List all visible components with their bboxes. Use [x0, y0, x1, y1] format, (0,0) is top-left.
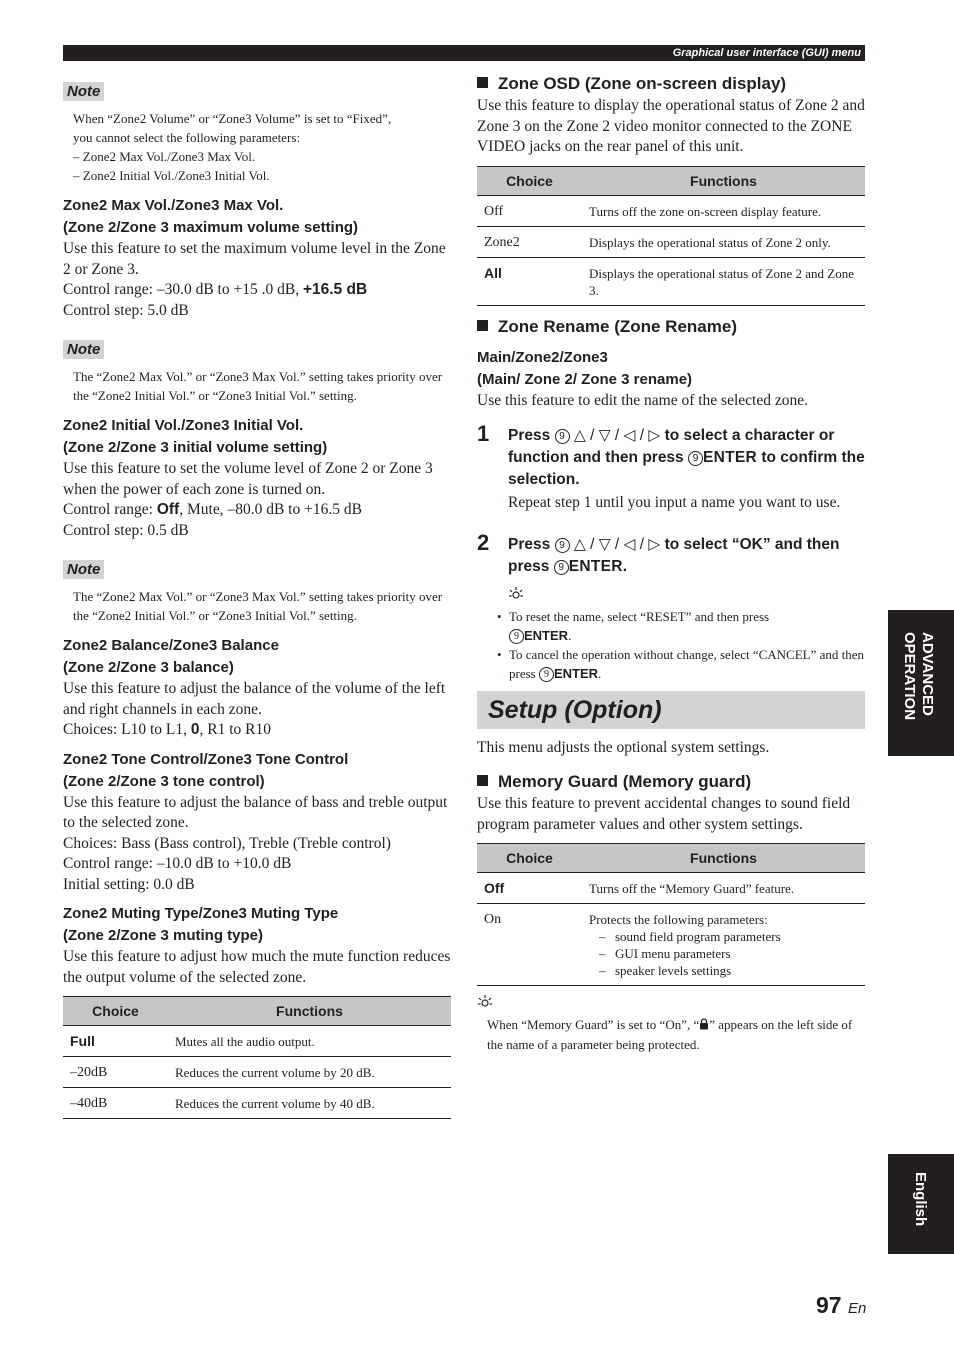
key-9-icon: 9 [554, 560, 569, 575]
enter-key-label: ENTER [703, 449, 758, 466]
step-number: 1 [477, 421, 490, 446]
text: Control range: [63, 501, 157, 518]
memory-guard-tip [477, 1015, 865, 1055]
running-header: Graphical user interface (GUI) menu [63, 45, 865, 61]
note-label: Note [63, 82, 104, 101]
subheading: Zone2 Balance/Zone3 Balance [63, 637, 279, 654]
table-cell-function: Reduces the current volume by 20 dB. [168, 1057, 451, 1088]
left-column [63, 82, 451, 1119]
section-heading [477, 315, 865, 339]
table-cell-function: Displays the operational status of Zone 2 and Zone 3. [582, 257, 865, 305]
text: , R1 to R10 [199, 721, 271, 738]
table-header-choice: Choice [477, 844, 582, 873]
tab-label [900, 632, 936, 720]
bold-value: +16.5 dB [302, 281, 368, 298]
muting-type-table [63, 996, 451, 1119]
table-header-functions: Functions [582, 166, 865, 195]
list-item [509, 607, 865, 645]
table-cell-choice: –20dB [63, 1057, 168, 1088]
step-1 [477, 421, 865, 514]
tip-lightbulb-icon [508, 586, 524, 602]
enter-key-label: ENTER [524, 627, 569, 643]
step-number: 2 [477, 529, 490, 555]
paragraph: Use this feature to set the volume level of Zone 2 or Zone 3 when the power of each zone is turned on. [63, 460, 433, 498]
paragraph [63, 500, 451, 521]
table-cell-choice: Zone2 [477, 226, 582, 257]
note-label: Note [63, 340, 104, 359]
text: ” appears on the left side of the name of a parameter being protected. [487, 1017, 853, 1052]
setup-option-title: Setup (Option) [477, 691, 865, 729]
key-9-icon: 9 [688, 451, 703, 466]
text: speaker levels settings [615, 963, 732, 978]
table-row [477, 195, 865, 226]
advanced-operation-tab [888, 610, 954, 756]
paragraph [63, 720, 451, 741]
note-line: When “Zone2 Volume” or “Zone3 Volume” is set to “Fixed”, [73, 111, 392, 126]
english-tab [888, 1154, 954, 1254]
bold-value: Off [156, 501, 180, 518]
text: Press [508, 535, 551, 553]
square-bullet-icon [477, 775, 488, 786]
table-cell-function [582, 904, 865, 986]
paragraph: Control step: 0.5 dB [63, 521, 189, 539]
page-number-value: 97 [816, 1292, 842, 1318]
zone-osd-table [477, 166, 865, 306]
subheading: (Zone 2/Zone 3 muting type) [63, 927, 264, 944]
text: When “Memory Guard” is set to “On”, “ [487, 1017, 700, 1032]
paragraph: Control range: –10.0 dB to +10.0 dB [63, 855, 292, 872]
text: Control range: –30.0 dB to +15 .0 dB, [63, 281, 303, 298]
table-cell-choice: Full [63, 1026, 168, 1057]
table-header-choice: Choice [63, 997, 168, 1026]
note-line: you cannot select the following parameters: [73, 130, 301, 145]
memory-guard-table [477, 843, 865, 986]
table-row [477, 257, 865, 305]
table-header-functions: Functions [168, 997, 451, 1026]
table-cell-function: Turns off the “Memory Guard” feature. [582, 873, 865, 904]
text: GUI menu parameters [615, 946, 731, 961]
subheading: Zone2 Max Vol./Zone3 Max Vol. [63, 197, 284, 214]
text: , Mute, –80.0 dB to +16.5 dB [179, 501, 362, 518]
table-header-choice: Choice [477, 166, 582, 195]
tab-label-line: ADVANCED [919, 632, 936, 716]
list-item: – speaker levels settings [599, 963, 732, 978]
table-row [63, 1026, 451, 1057]
note-line: – Zone2 Max Vol./Zone3 Max Vol. [73, 149, 256, 164]
text: to confirm the selection. [508, 449, 865, 488]
table-row [63, 1088, 451, 1119]
step-note: Repeat step 1 until you input a name you want to use. [508, 494, 841, 511]
list-item: – GUI menu parameters [599, 946, 731, 961]
table-cell-function: Reduces the current volume by 40 dB. [168, 1088, 451, 1119]
protected-params-list [589, 928, 858, 979]
text: . [598, 665, 602, 681]
section-heading-text: Memory Guard (Memory guard) [498, 772, 752, 791]
text: sound field program parameters [615, 929, 781, 944]
square-bullet-icon [477, 320, 488, 331]
text: Press [508, 427, 551, 444]
step-2 [477, 529, 865, 607]
page-language-suffix: En [847, 1300, 867, 1317]
cursor-arrows-icon: △ / ▽ / ◁ / ▷ [573, 427, 661, 444]
square-bullet-icon [477, 77, 488, 88]
subheading: Zone2 Tone Control/Zone3 Tone Control [63, 750, 349, 768]
step-instruction [508, 534, 865, 578]
lock-icon [699, 1018, 709, 1030]
paragraph: Use this feature to prevent accidental changes to sound field program parameter values and other system settings. [477, 795, 851, 833]
table-cell-choice: On [477, 904, 582, 986]
tip-list [477, 607, 865, 683]
key-9-icon: 9 [555, 429, 570, 444]
cursor-arrows-icon: △ / ▽ / ◁ / ▷ [573, 535, 661, 553]
text: to select “OK” and then press [508, 535, 840, 575]
paragraph: Control step: 5.0 dB [63, 301, 189, 319]
tip-lightbulb-icon [477, 994, 493, 1010]
subheading: (Zone 2/Zone 3 balance) [63, 659, 234, 676]
paragraph: Use this feature to edit the name of the selected zone. [477, 391, 808, 409]
paragraph: Use this feature to adjust the balance of bass and treble output to the selected zone. [63, 793, 448, 831]
table-header-functions: Functions [582, 844, 865, 873]
key-9-icon: 9 [539, 667, 554, 682]
paragraph: Use this feature to display the operational status of Zone 2 and Zone 3 on the Zone 2 video monitor connected to the ZONE VIDEO jacks on the rear panel of this unit. [477, 97, 865, 155]
table-cell-function: Turns off the zone on-screen display feature. [582, 195, 865, 226]
subheading: (Zone 2/Zone 3 maximum volume setting) [63, 219, 359, 236]
page-number [816, 1292, 866, 1319]
step-instruction [508, 425, 865, 491]
paragraph: Choices: Bass (Bass control), Treble (Treble control) [63, 834, 391, 852]
note-line: – Zone2 Initial Vol./Zone3 Initial Vol. [73, 168, 270, 183]
table-row [63, 1057, 451, 1088]
table-row [477, 226, 865, 257]
note-body [63, 109, 451, 185]
key-9-icon: 9 [509, 629, 524, 644]
text: To reset the name, select “RESET” and then press [509, 608, 770, 624]
text: . [622, 557, 628, 575]
text: to select a character or function and then press [508, 427, 835, 466]
text: . [568, 627, 572, 643]
paragraph: This menu adjusts the optional system settings. [477, 738, 770, 756]
table-cell-function: Displays the operational status of Zone 2 only. [582, 226, 865, 257]
key-9-icon: 9 [555, 538, 570, 553]
text: To cancel the operation without change, select “CANCEL” and then press [509, 646, 865, 681]
note-label: Note [63, 560, 104, 579]
tab-label: English [912, 1172, 929, 1227]
bold-value: 0 [190, 721, 200, 738]
paragraph: Use this feature to set the maximum volume level in the Zone 2 or Zone 3. [63, 240, 446, 278]
paragraph: Use this feature to adjust the balance of the volume of the left and right channels in each zone. [63, 680, 446, 718]
note-body: The “Zone2 Max Vol.” or “Zone3 Max Vol.” setting takes priority over the “Zone2 Initial Vol.” or “Zone3 Initial Vol.” setting. [73, 369, 443, 403]
subheading: (Main/ Zone 2/ Zone 3 rename) [477, 370, 693, 388]
table-cell-choice: All [477, 257, 582, 305]
table-row [477, 904, 865, 986]
paragraph: Use this feature to adjust how much the mute function reduces the output volume of the selected zone. [63, 948, 451, 986]
enter-key-label: ENTER [553, 665, 599, 681]
subheading: Zone2 Initial Vol./Zone3 Initial Vol. [63, 417, 304, 434]
note-body: The “Zone2 Max Vol.” or “Zone3 Max Vol.” setting takes priority over the “Zone2 Initial Vol.” or “Zone3 Initial Vol.” setting. [73, 589, 443, 623]
subheading: Zone2 Muting Type/Zone3 Muting Type [63, 905, 339, 922]
table-cell-choice: Off [477, 195, 582, 226]
subheading: (Zone 2/Zone 3 tone control) [63, 772, 265, 790]
section-heading-text: Zone Rename (Zone Rename) [498, 316, 737, 336]
table-row [477, 873, 865, 904]
section-heading [477, 770, 865, 794]
section-heading [477, 72, 865, 96]
list-item: – sound field program parameters [599, 929, 781, 944]
table-cell-function: Mutes all the audio output. [168, 1026, 451, 1057]
section-heading-text: Zone OSD (Zone on-screen display) [498, 74, 787, 93]
right-column [477, 72, 865, 1055]
tab-label-line: OPERATION [901, 632, 918, 721]
text: Choices: L10 to L1, [63, 721, 191, 738]
text: Protects the following parameters: [589, 912, 768, 927]
subheading: (Zone 2/Zone 3 initial volume setting) [63, 439, 328, 456]
subheading: Main/Zone2/Zone3 [477, 348, 608, 366]
paragraph [63, 280, 451, 301]
list-item [509, 645, 865, 683]
table-cell-choice: –40dB [63, 1088, 168, 1119]
enter-key-label: ENTER [568, 557, 623, 575]
table-cell-choice: Off [477, 873, 582, 904]
paragraph: Initial setting: 0.0 dB [63, 875, 195, 893]
